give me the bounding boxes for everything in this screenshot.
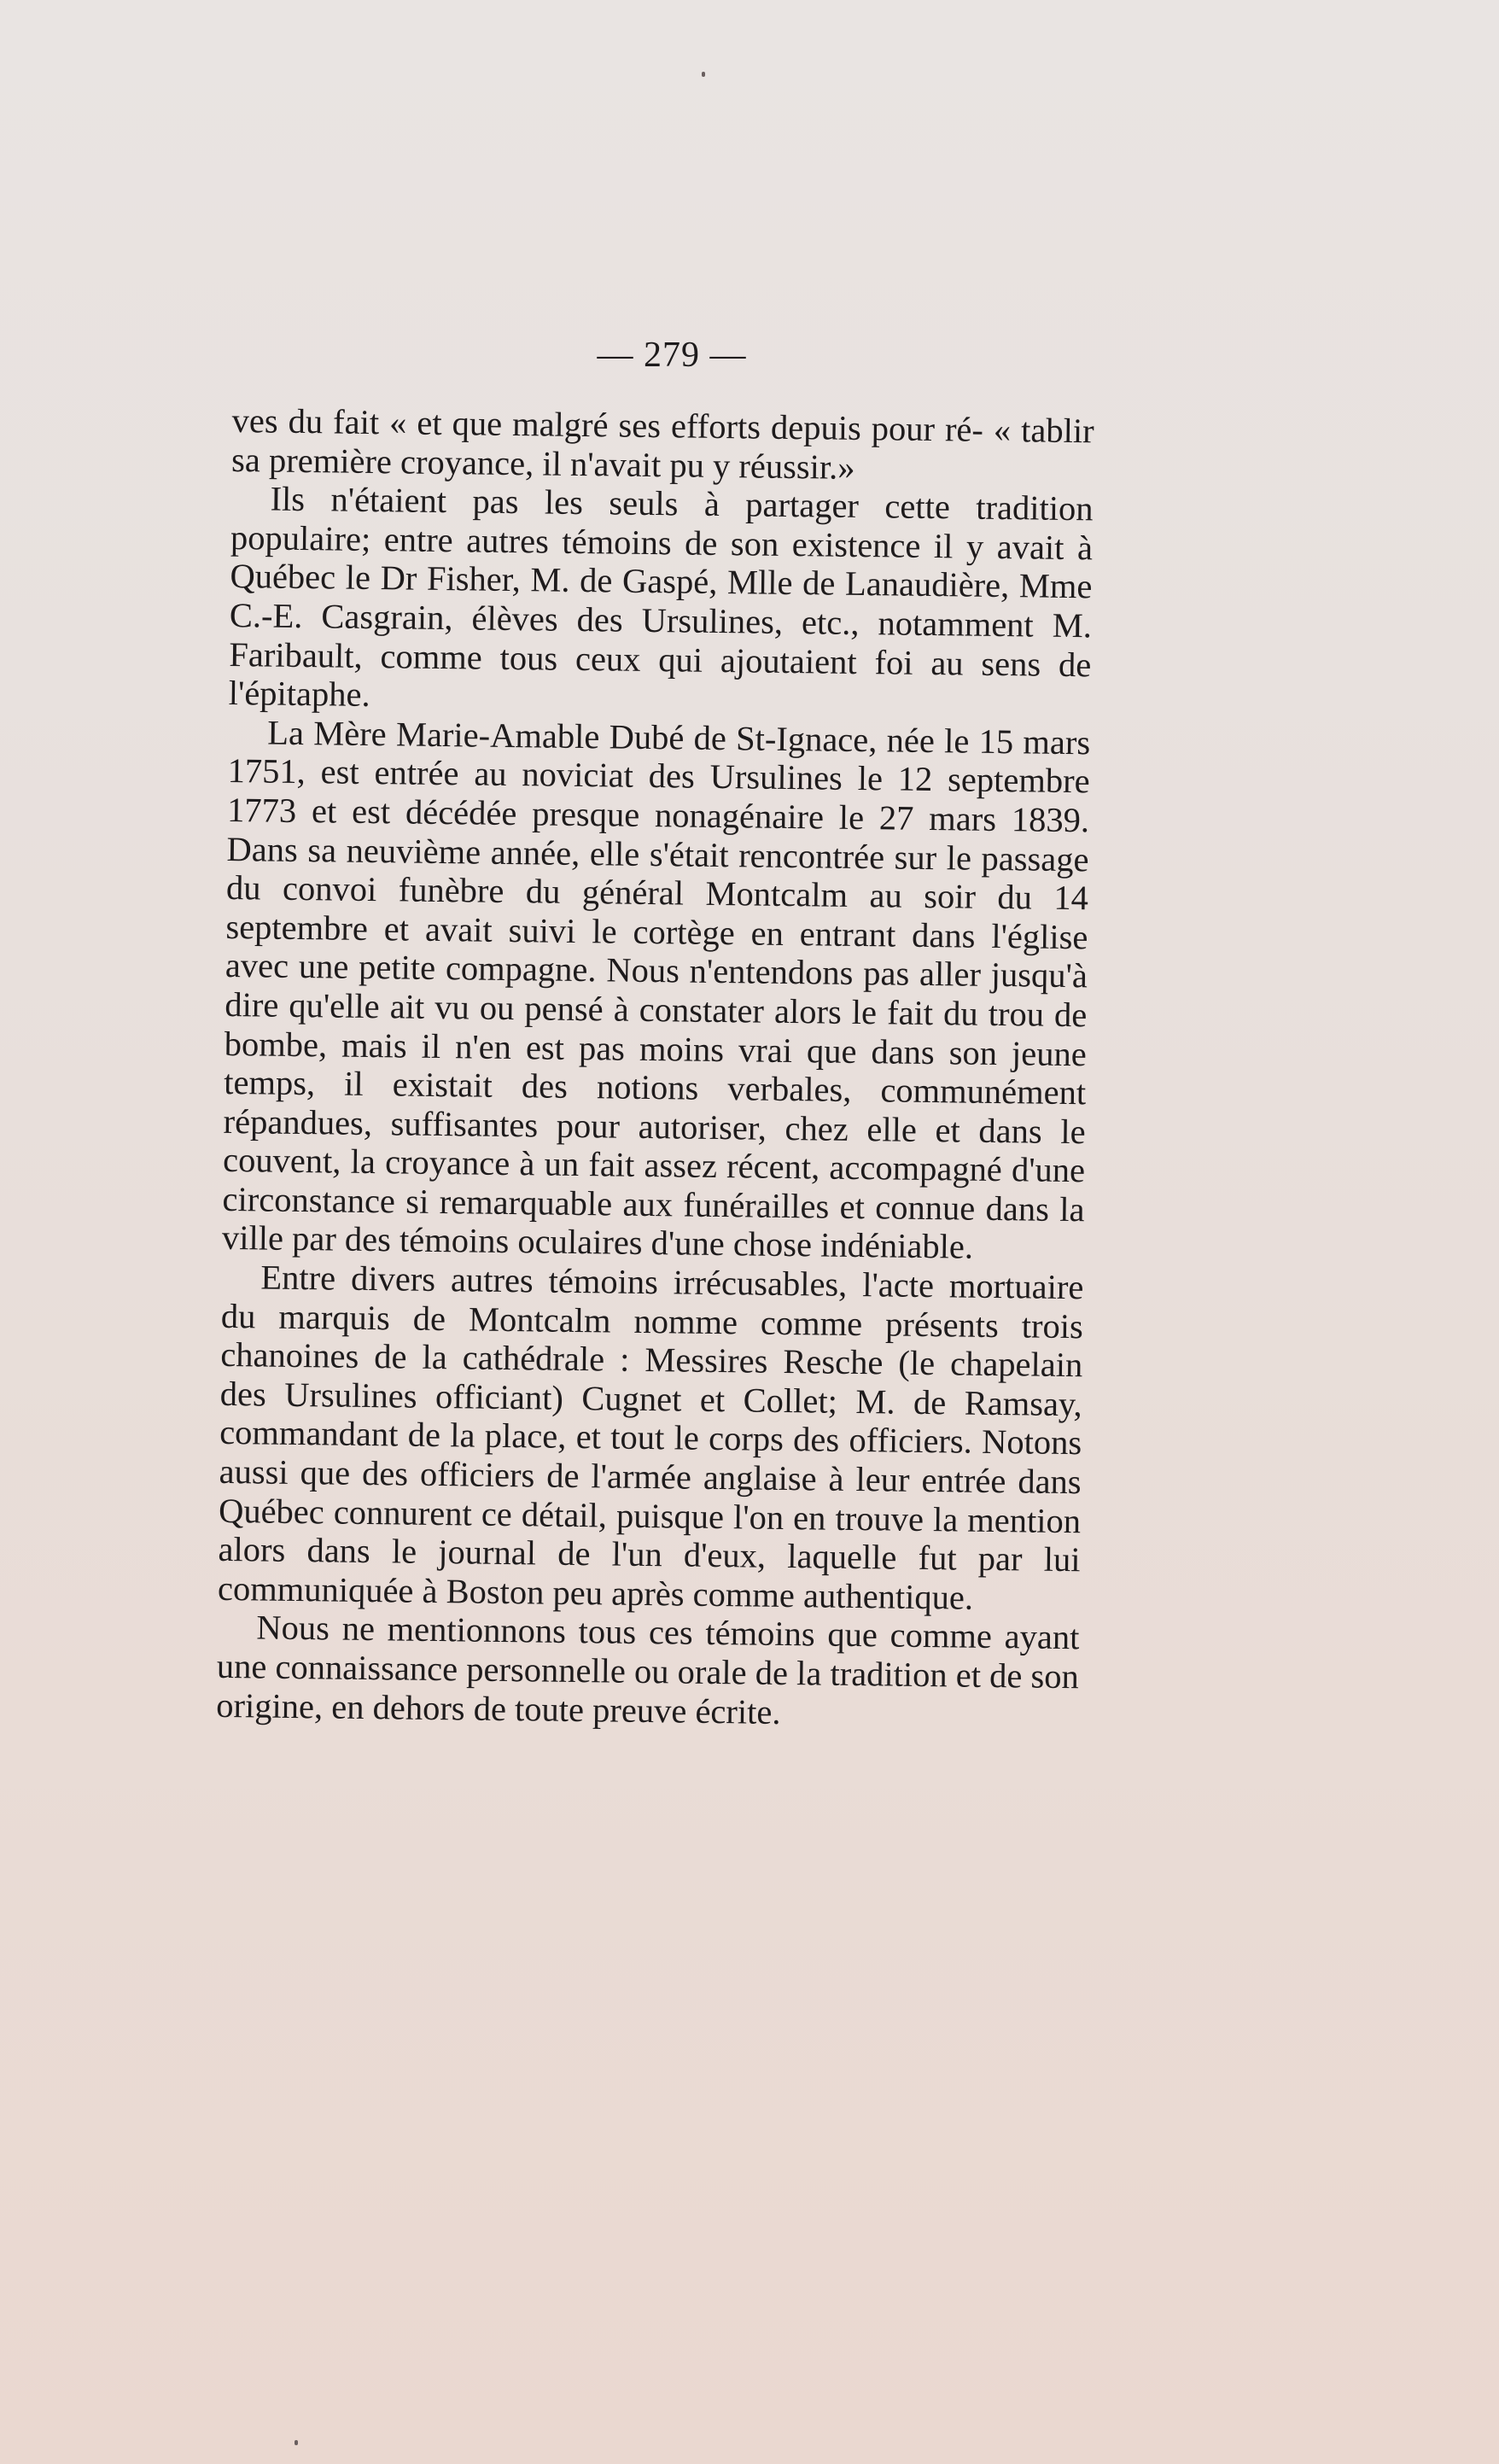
paragraph-1: ves du fait « et que malgré ses efforts depuis pour ré- « tablir sa première croyance, il n'avait pu y réussir.» xyxy=(230,401,1094,487)
body-text xyxy=(216,401,1094,1735)
paper-speck xyxy=(295,2440,298,2445)
paper-speck xyxy=(702,72,705,77)
paragraph-3: La Mère Marie-Amable Dubé de St-Ignace, née le 15 mars 1751, est entrée au noviciat des Ursulines le 12 septembre 1773 et est décédée presque nonagénaire le 27 mars 1839. Dans sa neuvième année, elle s'était rencontrée sur le passage du convoi funèbre du général Montcalm au soir du 14 septembre et avait suivi le cortège en entrant dans l'église avec une petite compagne. Nous n'entendons pas aller jusqu'à dire qu'elle ait vu ou pensé à constater alors le fait du trou de bombe, mais il n'en est pas moins vrai que dans son jeune temps, il existait des notions verbales, communément répandues, suffisantes pour autoriser, chez elle et dans le couvent, la croyance à un fait assez récent, accompagné d'une circonstance si remarquable aux funérailles et connue dans la ville par des témoins oculaires d'une chose indéniable. xyxy=(221,713,1091,1267)
page-number: — 279 — xyxy=(597,336,747,375)
paragraph-2: Ils n'étaient pas les seuls à partager cette tradition populaire; entre autres témoins de son existence il y avait à Québec le Dr Fisher, M. de Gaspé, Mlle de Lanaudière, Mme C.-E. Casgrain, élèves des Ursulines, etc., notamment M. Faribault, comme tous ceux qui ajoutaient foi au sens de l'épitaphe. xyxy=(228,479,1094,715)
paragraph-5: Nous ne mentionnons tous ces témoins que comme ayant une connaissance personnelle ou orale de la tradition et de son origine, en dehors de toute preuve écrite. xyxy=(216,1608,1080,1731)
paragraph-4: Entre divers autres témoins irrécusables, l'acte mortuaire du marquis de Montcalm nomme comme présents trois chanoines de la cathédrale : Messires Resche (le chapelain des Ursulines officiant) Cugnet et Collet; M. de Ramsay, commandant de la place, et tout le corps des officiers. Notons aussi que des officiers de l'armée anglaise à leur entrée dans Québec connurent ce détail, puisque l'on en trouve la mention alors dans le journal de l'un d'eux, laquelle fut par lui communiquée à Boston peu après comme authentique. xyxy=(217,1258,1084,1617)
